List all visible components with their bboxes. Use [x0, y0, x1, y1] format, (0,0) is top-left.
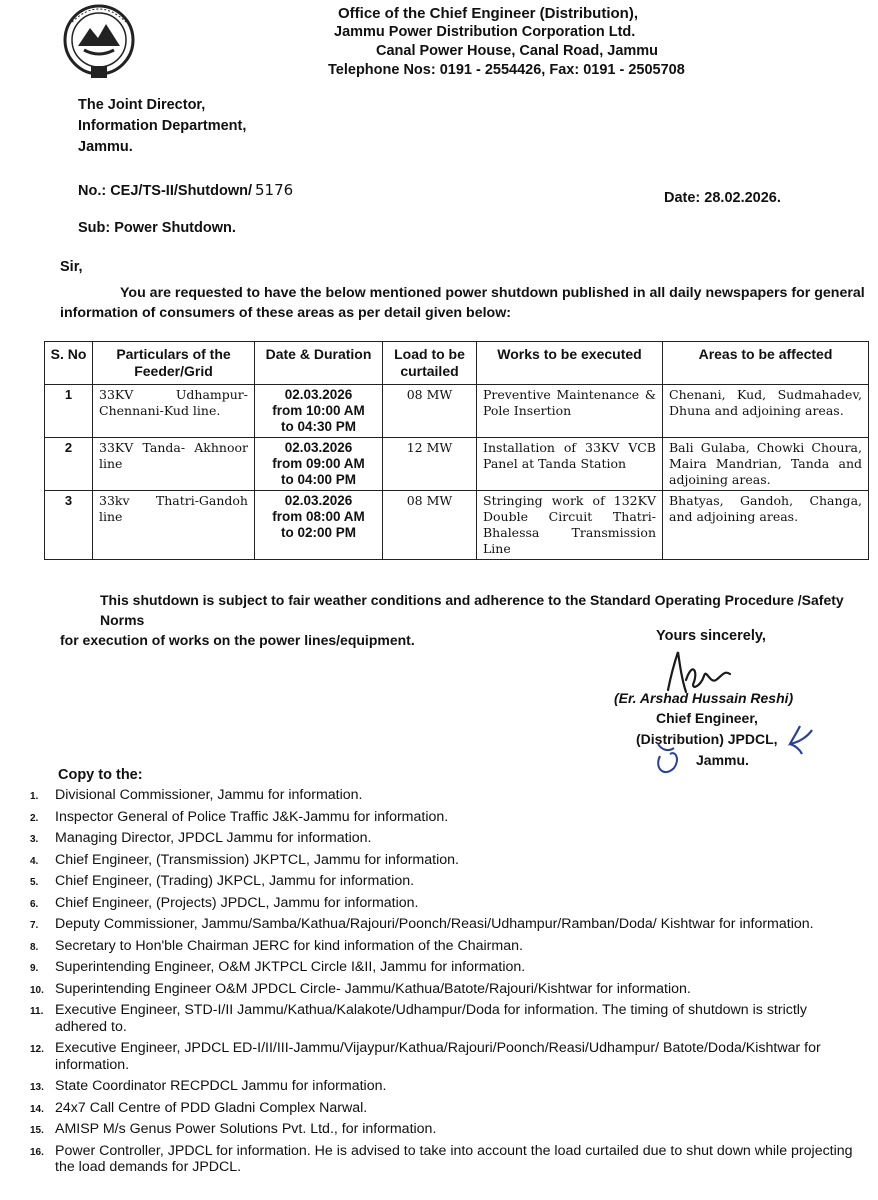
jpdcl-logo-icon — [58, 2, 140, 84]
item-number: 2. — [30, 812, 39, 824]
item-number: 16. — [30, 1146, 44, 1158]
item-number: 4. — [30, 855, 39, 867]
item-text: Chief Engineer, (Transmission) JKPTCL, Jammu for information. — [55, 851, 459, 868]
table-header-row — [45, 342, 869, 385]
cell-load: 08 MW — [383, 491, 477, 560]
cell-areas: Chenani, Kud, Sudmahadev, Dhuna and adjoining areas. — [663, 385, 869, 438]
salutation: Sir, — [60, 259, 83, 275]
date-value: 02.03.2026 — [284, 440, 353, 455]
header-sno: S. No — [45, 342, 93, 385]
list-item — [0, 938, 861, 955]
item-number: 7. — [30, 920, 39, 931]
recipient-line: Jammu. — [78, 139, 133, 155]
reference-number — [78, 181, 293, 199]
header-feeder: Particulars of the Feeder/Grid — [93, 342, 255, 385]
recipient-address — [78, 95, 246, 158]
cell-date — [255, 491, 383, 560]
letterhead-company: Jammu Power Distribution Corporation Ltd. — [334, 24, 636, 40]
signatory-name: (Er. Arshad Hussain Reshi) — [614, 690, 794, 706]
item-text: Divisional Commissioner, Jammu for information. — [55, 787, 363, 803]
signatory-division: (Distribution) JPDCL, — [636, 731, 778, 747]
list-item — [0, 916, 861, 933]
list-item — [0, 809, 861, 826]
table-row — [45, 438, 869, 491]
time-from: from 08:00 AM — [272, 509, 365, 524]
item-number: 10. — [30, 984, 44, 996]
item-number: 14. — [30, 1103, 44, 1115]
header-date: Date & Duration — [255, 342, 383, 385]
cell-load: 08 MW — [383, 385, 477, 438]
item-text: Chief Engineer, (Projects) JPDCL, Jammu for information. — [55, 894, 419, 911]
list-item — [0, 1002, 861, 1035]
cell-date — [255, 438, 383, 491]
list-item — [0, 830, 861, 847]
item-number: 3. — [30, 834, 39, 845]
letter-date: Date: 28.02.2026. — [664, 190, 781, 206]
item-number: 8. — [30, 941, 39, 953]
item-number: 12. — [30, 1044, 44, 1055]
time-to: to 04:30 PM — [280, 419, 357, 434]
list-item — [0, 959, 861, 976]
cell-areas: Bali Gulaba, Chowki Choura, Maira Mandrian, Tanda and adjoining areas. — [663, 438, 869, 491]
list-item — [0, 1078, 861, 1095]
copy-to-heading: Copy to the: — [58, 767, 143, 783]
recipient-line: Information Department, — [78, 118, 247, 134]
list-item — [0, 852, 861, 869]
item-number: 11. — [30, 1006, 44, 1017]
item-text: Superintending Engineer, O&M JKTPCL Circle I&II, Jammu for information. — [55, 959, 526, 975]
item-text: Executive Engineer, JPDCL ED-I/II/III-Jammu/Vijaypur/Kathua/Rajouri/Poonch/Reasi/Udhampur/ Batote/Doda/Kishtwar for information. — [55, 1040, 821, 1073]
item-number: 5. — [30, 877, 39, 888]
list-item — [0, 1040, 861, 1073]
table-row — [45, 491, 869, 560]
header-works: Works to be executed — [477, 342, 663, 385]
item-text: Inspector General of Police Traffic J&K-Jammu for information. — [55, 808, 449, 825]
list-item — [0, 1121, 861, 1138]
time-from: from 09:00 AM — [272, 456, 365, 471]
signatory-city: Jammu. — [696, 752, 749, 768]
item-text: Superintending Engineer O&M JPDCL Circle- Jammu/Kathua/Batote/Rajouri/Kishtwar for information. — [55, 980, 691, 997]
reference-label: No.: CEJ/TS-II/Shutdown/ — [78, 183, 252, 199]
item-text: Chief Engineer, (Trading) JKPCL, Jammu for information. — [55, 873, 415, 889]
recipient-line: The Joint Director, — [78, 97, 206, 113]
item-number: 15. — [30, 1125, 44, 1136]
item-text: 24x7 Call Centre of PDD Gladni Complex Narwal. — [55, 1099, 368, 1116]
cell-sno: 2 — [45, 438, 93, 491]
cell-feeder: 33KV Tanda- Akhnoor line — [93, 438, 255, 491]
item-number: 13. — [30, 1082, 44, 1093]
item-number: 1. — [30, 791, 39, 802]
item-text: Power Controller, JPDCL for information. He is advised to take into account the load curtailed due to shut down while projecting the load demands for JPDCL. — [55, 1142, 853, 1175]
header-areas: Areas to be affected — [663, 342, 869, 385]
blue-ink-initials-icon — [650, 720, 820, 780]
time-from: from 10:00 AM — [272, 403, 365, 418]
table-row — [45, 385, 869, 438]
copy-to-list — [0, 787, 878, 1181]
date-value: 02.03.2026 — [284, 493, 353, 508]
time-to: to 04:00 PM — [280, 472, 357, 487]
list-item — [0, 1100, 861, 1117]
intro-paragraph — [60, 283, 866, 323]
reference-handwritten-number: 5176 — [255, 181, 294, 199]
cell-works: Preventive Maintenance & Pole Insertion — [477, 385, 663, 438]
cell-works: Stringing work of 132KV Double Circuit Thatri-Bhalessa Transmission Line — [477, 491, 663, 560]
cell-load: 12 MW — [383, 438, 477, 491]
list-item — [0, 895, 861, 912]
cell-sno: 3 — [45, 491, 93, 560]
header-load: Load to be curtailed — [383, 342, 477, 385]
item-text: Deputy Commissioner, Jammu/Samba/Kathua/Rajouri/Poonch/Reasi/Udhampur/Ramban/Doda/ Kishtwar for information. — [55, 916, 814, 932]
list-item — [0, 873, 861, 890]
item-number: 9. — [30, 963, 39, 974]
note-line: This shutdown is subject to fair weather conditions and adherence to the Standard Operating Procedure /Safety Norms — [100, 592, 844, 628]
cell-date — [255, 385, 383, 438]
item-text: AMISP M/s Genus Power Solutions Pvt. Ltd., for information. — [55, 1121, 437, 1137]
signatory-designation: Chief Engineer, — [656, 710, 758, 726]
item-text: Secretary to Hon'ble Chairman JERC for kind information of the Chairman. — [55, 937, 523, 954]
intro-line: You are requested to have the below mentioned power shutdown published in all daily newspapers for general — [120, 285, 865, 301]
item-number: 6. — [30, 898, 39, 910]
item-text: Managing Director, JPDCL Jammu for information. — [55, 830, 372, 846]
date-value: 02.03.2026 — [284, 387, 353, 402]
letterhead-address: Canal Power House, Canal Road, Jammu — [376, 43, 659, 59]
shutdown-schedule-table — [44, 341, 869, 560]
closing-text: Yours sincerely, — [656, 628, 766, 644]
cell-feeder: 33kv Thatri-Gandoh line — [93, 491, 255, 560]
letterhead — [300, 4, 720, 80]
note-line: for execution of works on the power lines/equipment. — [60, 632, 415, 648]
time-to: to 02:00 PM — [280, 525, 357, 540]
cell-works: Installation of 33KV VCB Panel at Tanda Station — [477, 438, 663, 491]
cell-feeder: 33KV Udhampur-Chennani-Kud line. — [93, 385, 255, 438]
cell-sno: 1 — [45, 385, 93, 438]
item-text: Executive Engineer, STD-I/II Jammu/Kathua/Kalakote/Udhampur/Doda for information. The timing of shutdown is strictly adhered to. — [55, 1002, 808, 1035]
item-text: State Coordinator RECPDCL Jammu for information. — [55, 1078, 387, 1094]
list-item — [0, 1143, 861, 1176]
subject-line: Sub: Power Shutdown. — [78, 220, 236, 236]
cell-areas: Bhatyas, Gandoh, Changa, and adjoining areas. — [663, 491, 869, 560]
letterhead-phone: Telephone Nos: 0191 - 2554426, Fax: 0191 - 2505708 — [328, 62, 685, 78]
letterhead-office: Office of the Chief Engineer (Distribution), — [338, 5, 638, 22]
list-item — [0, 981, 861, 998]
list-item — [0, 787, 861, 804]
intro-line: information of consumers of these areas as per detail given below: — [60, 305, 511, 321]
